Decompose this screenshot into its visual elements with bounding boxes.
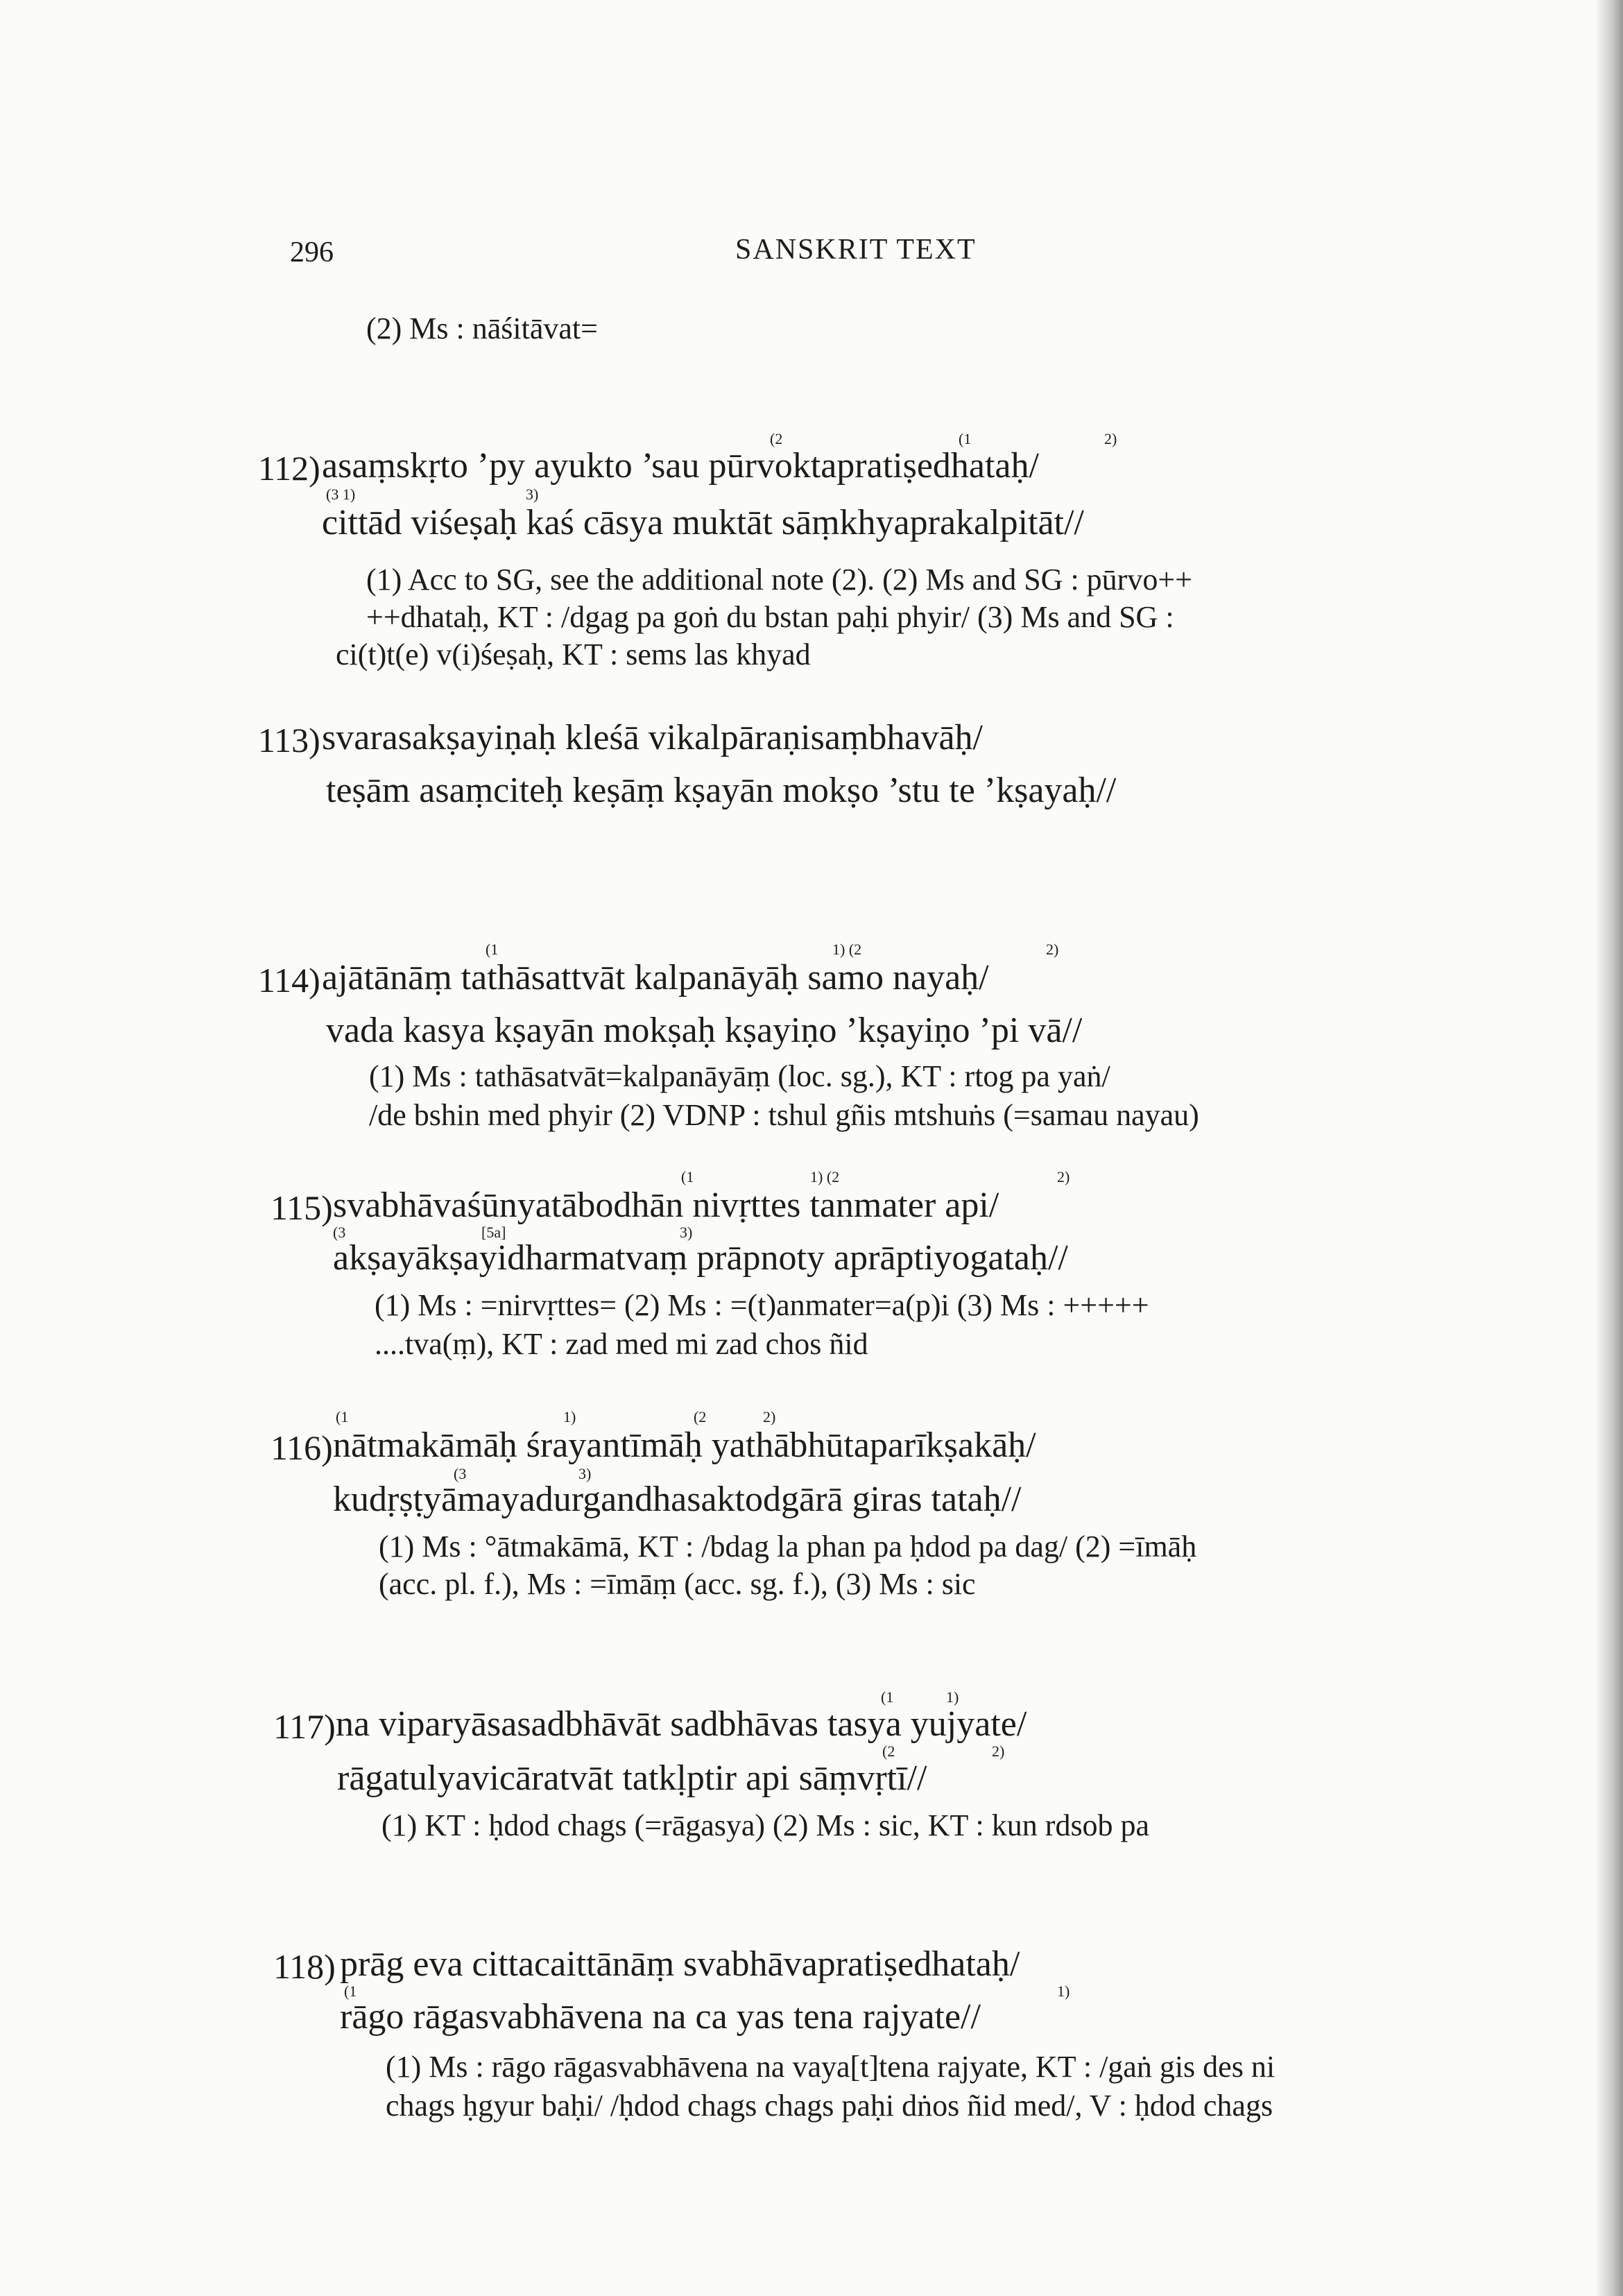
note-marker: 3): [578, 1465, 592, 1482]
verse-line: akṣayākṣayidharmatvaṃ prāpnoty aprāptiyogataḥ//: [333, 1238, 1068, 1278]
verse-line: svarasakṣayiṇaḥ kleśā vikalpāraṇisaṃbhavāḥ/: [322, 718, 983, 757]
footnote-line: ci(t)t(e) v(i)śeṣaḥ, KT : sems las khyad: [336, 637, 811, 671]
note-marker: 1): [563, 1408, 576, 1425]
note-marker: (2: [770, 430, 783, 447]
verse-line: rāgo rāgasvabhāvena na ca yas tena rajyate//: [340, 1997, 981, 2037]
note-marker: 1): [946, 1688, 959, 1706]
note-marker: (1: [486, 941, 499, 958]
verse-line: ajātānāṃ tathāsattvāt kalpanāyāḥ samo nayaḥ/: [322, 958, 989, 997]
verse-number: 117): [273, 1707, 336, 1746]
verse-number: 118): [273, 1947, 336, 1986]
verse-line: rāgatulyavicāratvāt tatkḷptir api sāṃvṛtī//: [337, 1758, 927, 1798]
verse-line: cittād viśeṣaḥ kaś cāsya muktāt sāṃkhyaprakalpitāt//: [322, 503, 1084, 542]
footnote-line: (1) Ms : tathāsatvāt=kalpanāyāṃ (loc. sg.), KT : rtog pa yaṅ/: [369, 1059, 1110, 1093]
verse-number: 112): [258, 449, 320, 488]
footnote-line: chags ḥgyur baḥi/ /ḥdod chags chags paḥi dṅos ñid med/, V : ḥdod chags: [386, 2089, 1273, 2123]
note-marker: 2): [1057, 1168, 1070, 1185]
footnote-line: (acc. pl. f.), Ms : =īmāṃ (acc. sg. f.), (3) Ms : sic: [379, 1567, 976, 1601]
page-number: 296: [290, 237, 334, 268]
note-marker: (3 1): [326, 486, 356, 503]
footnote-line: /de bshin med phyir (2) VDNP : tshul gñis mtshuṅs (=samau nayau): [369, 1098, 1199, 1132]
note-marker: 2): [1046, 941, 1059, 958]
page-edge-shadow: [1595, 0, 1623, 2296]
footnote-line: (1) Ms : =nirvṛttes= (2) Ms : =(t)anmater=a(p)i (3) Ms : +++++: [375, 1288, 1149, 1322]
note-marker: 2): [763, 1408, 776, 1425]
footnote-line: (1) Ms : °ātmakāmā, KT : /bdag la phan pa ḥdod pa dag/ (2) =īmāḥ: [379, 1530, 1197, 1563]
note-marker: (1: [881, 1688, 894, 1706]
note-marker: (2: [882, 1742, 895, 1760]
verse-line: kudṛṣṭyāmayadurgandhasaktodgārā giras tataḥ//: [333, 1480, 1022, 1519]
verse-number: 116): [270, 1428, 333, 1467]
running-head: SANSKRIT TEXT: [735, 234, 977, 266]
note-marker: 2): [1104, 430, 1117, 447]
verse-line: prāg eva cittacaittānāṃ svabhāvapratiṣedhataḥ/: [340, 1944, 1020, 1984]
top-note: (2) Ms : nāśitāvat=: [366, 311, 598, 345]
note-marker: (3: [333, 1224, 346, 1241]
footnote-line: (1) KT : ḥdod chags (=rāgasya) (2) Ms : sic, KT : kun rdsob pa: [381, 1808, 1150, 1842]
verse-number: 113): [258, 721, 320, 760]
note-marker: 1) (2: [810, 1168, 840, 1185]
verse-line: na viparyāsasadbhāvāt sadbhāvas tasya yujyate/: [336, 1704, 1027, 1744]
footnote-line: ++dhataḥ, KT : /dgag pa goṅ du bstan paḥi phyir/ (3) Ms and SG :: [366, 600, 1174, 634]
verse-number: 115): [270, 1188, 333, 1227]
note-marker: [5a]: [481, 1224, 506, 1241]
note-marker: (2: [694, 1408, 707, 1425]
verse-number: 114): [258, 961, 320, 1000]
note-marker: 1): [1057, 1982, 1070, 2000]
note-marker: 2): [992, 1742, 1005, 1760]
verse-line: vada kasya kṣayān mokṣaḥ kṣayiṇo ’kṣayiṇo ’pi vā//: [326, 1011, 1083, 1050]
footnote-line: (1) Acc to SG, see the additional note (2). (2) Ms and SG : pūrvo++: [366, 563, 1192, 597]
note-marker: (1: [344, 1982, 357, 2000]
note-marker: 3): [526, 486, 539, 503]
footnote-line: (1) Ms : rāgo rāgasvabhāvena na vaya[t]tena rajyate, KT : /gaṅ gis des ni: [386, 2050, 1276, 2084]
note-marker: (1: [681, 1168, 694, 1185]
note-marker: 3): [680, 1224, 693, 1241]
verse-line: teṣām asaṃciteḥ keṣāṃ kṣayān mokṣo ’stu te ’kṣayaḥ//: [326, 771, 1117, 810]
verse-line: asaṃskṛto ’py ayukto ’sau pūrvoktapratiṣedhataḥ/: [322, 446, 1039, 486]
note-marker: (3: [454, 1465, 467, 1482]
footnote-line: ....tva(ṃ), KT : zad med mi zad chos ñid: [375, 1327, 868, 1361]
note-marker: (1: [336, 1408, 349, 1425]
verse-line: nātmakāmāḥ śrayantīmāḥ yathābhūtaparīkṣakāḥ/: [333, 1425, 1036, 1465]
note-marker: 1) (2: [832, 941, 862, 958]
note-marker: (1: [959, 430, 972, 447]
verse-line: svabhāvaśūnyatābodhān nivṛttes tanmater api/: [333, 1185, 999, 1225]
